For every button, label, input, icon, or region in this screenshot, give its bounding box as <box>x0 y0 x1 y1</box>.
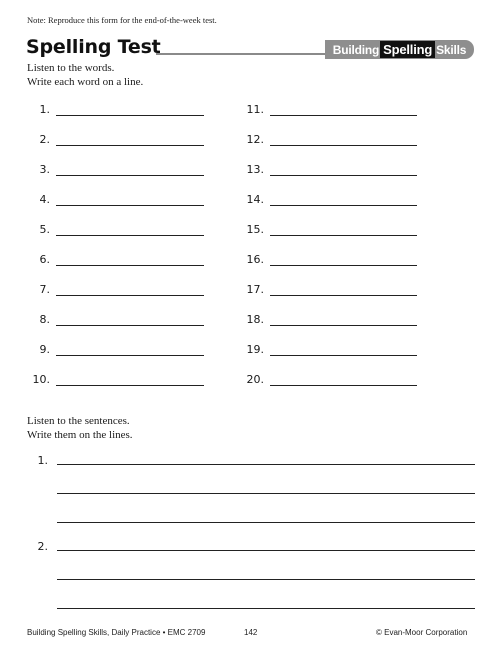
word-answer-line[interactable] <box>270 265 417 266</box>
word-answer-line[interactable] <box>56 385 204 386</box>
sentences-instruction-1: Listen to the sentences. <box>27 415 130 427</box>
word-number: 5. <box>39 223 50 236</box>
word-answer-line[interactable] <box>270 325 417 326</box>
word-number: 2. <box>39 133 50 146</box>
word-number: 3. <box>39 163 50 176</box>
footer-page-number: 142 <box>244 628 258 637</box>
word-number: 9. <box>39 343 50 356</box>
sentence-number: 1. <box>37 454 48 467</box>
word-answer-line[interactable] <box>270 205 417 206</box>
brand-word-1: Building <box>332 42 380 57</box>
word-number: 16. <box>246 253 264 266</box>
word-answer-line[interactable] <box>270 385 417 386</box>
word-answer-line[interactable] <box>56 175 204 176</box>
word-answer-line[interactable] <box>270 355 417 356</box>
word-number: 12. <box>246 133 264 146</box>
word-answer-line[interactable] <box>270 235 417 236</box>
word-answer-line[interactable] <box>270 295 417 296</box>
sentences-instruction-2: Write them on the lines. <box>27 429 133 441</box>
word-number: 13. <box>246 163 264 176</box>
word-number: 10. <box>32 373 50 386</box>
word-answer-line[interactable] <box>270 145 417 146</box>
words-instruction-2: Write each word on a line. <box>27 76 144 88</box>
word-number: 18. <box>246 313 264 326</box>
sentence-number: 2. <box>37 540 48 553</box>
word-answer-line[interactable] <box>56 235 204 236</box>
brand-word-3: Skills <box>436 42 467 57</box>
brand-word-2: Spelling <box>380 41 435 58</box>
word-answer-line[interactable] <box>56 145 204 146</box>
top-note: Note: Reproduce this form for the end-of-the-week test. <box>27 15 217 25</box>
word-number: 11. <box>246 103 264 116</box>
words-instructions <box>27 61 143 89</box>
word-number: 15. <box>246 223 264 236</box>
word-number: 19. <box>246 343 264 356</box>
word-number: 17. <box>246 283 264 296</box>
word-answer-line[interactable] <box>56 295 204 296</box>
word-number: 7. <box>39 283 50 296</box>
word-answer-line[interactable] <box>56 325 204 326</box>
sentence-answer-line[interactable] <box>57 522 475 523</box>
word-answer-line[interactable] <box>56 115 204 116</box>
sentence-answer-line[interactable] <box>57 579 475 580</box>
word-number: 14. <box>246 193 264 206</box>
sentences-instructions <box>27 414 133 442</box>
brand-banner <box>325 40 474 59</box>
word-number: 6. <box>39 253 50 266</box>
footer-right: © Evan-Moor Corporation <box>376 628 468 637</box>
words-instruction-1: Listen to the words. <box>27 62 115 74</box>
word-answer-line[interactable] <box>56 355 204 356</box>
word-answer-line[interactable] <box>56 205 204 206</box>
word-number: 4. <box>39 193 50 206</box>
sentence-answer-line[interactable] <box>57 493 475 494</box>
footer-left: Building Spelling Skills, Daily Practice • EMC 2709 <box>27 628 206 637</box>
word-answer-line[interactable] <box>56 265 204 266</box>
word-number: 20. <box>246 373 264 386</box>
sentence-answer-line[interactable] <box>57 550 475 551</box>
word-answer-line[interactable] <box>270 175 417 176</box>
title-rule <box>156 53 326 55</box>
sentence-answer-line[interactable] <box>57 608 475 609</box>
sentence-answer-line[interactable] <box>57 464 475 465</box>
page-title: Spelling Test <box>26 36 161 58</box>
word-number: 1. <box>39 103 50 116</box>
word-answer-line[interactable] <box>270 115 417 116</box>
word-number: 8. <box>39 313 50 326</box>
